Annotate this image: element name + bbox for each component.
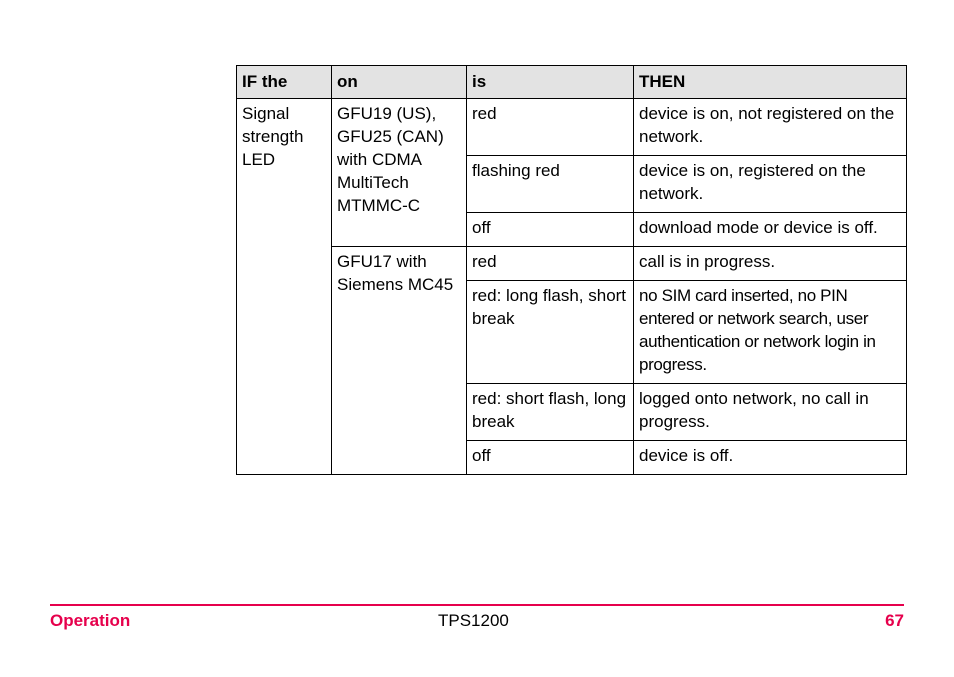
footer-product-name: TPS1200 [438,611,509,630]
footer-section-title: Operation [50,611,131,630]
footer-divider [50,604,904,606]
footer-page-number: 67 [885,611,904,630]
on-cell-gfu19: GFU19 (US), GFU25 (CAN) with CDMA MultiTech MTMMC-C [332,99,467,247]
on-cell-gfu17: GFU17 with Siemens MC45 [332,247,467,475]
header-if-the: IF the [237,66,332,99]
table-header-row [237,66,907,99]
is-cell: off [467,441,634,475]
is-cell: flashing red [467,156,634,213]
then-cell: device is off. [634,441,907,475]
is-cell: off [467,213,634,247]
is-cell: red: short flash, long break [467,384,634,441]
header-is: is [467,66,634,99]
is-cell: red [467,99,634,156]
header-on: on [332,66,467,99]
header-then: THEN [634,66,907,99]
table-row [237,99,907,156]
table-row [237,247,907,281]
then-cell: no SIM card inserted, no PIN entered or network search, user authentication or network login in progress. [634,281,907,384]
if-the-cell: Signal strength LED [237,99,332,475]
then-cell: device is on, registered on the network. [634,156,907,213]
led-status-table [236,65,907,475]
then-cell: device is on, not registered on the network. [634,99,907,156]
is-cell: red [467,247,634,281]
then-cell: logged onto network, no call in progress. [634,384,907,441]
is-cell: red: long flash, short break [467,281,634,384]
then-cell: call is in progress. [634,247,907,281]
then-cell: download mode or device is off. [634,213,907,247]
